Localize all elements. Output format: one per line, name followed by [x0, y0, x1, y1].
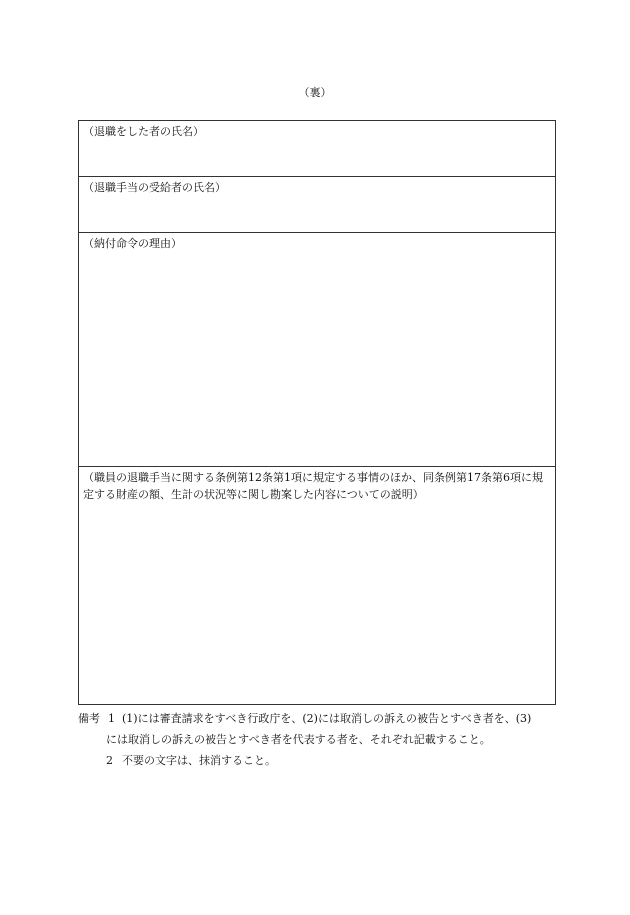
section-label-circumstances-explanation: （職員の退職手当に関する条例第12条第1項に規定する事情のほか、同条例第17条第6項に規定する財産の額、生計の状況等に関し勘案した内容についての説明） — [83, 471, 543, 501]
note-text-1a: (1)には審査請求をすべき行政庁を、(2)には取消しの訴えの被告とすべき者を、(3) — [122, 712, 532, 725]
note-number-1: 1 — [108, 712, 115, 725]
section-label-payment-order-reason: （納付命令の理由） — [83, 237, 182, 250]
note-item-1 — [78, 708, 568, 729]
section-retiree-name[interactable] — [79, 121, 555, 177]
section-payment-order-reason[interactable] — [79, 233, 555, 467]
form-table — [78, 120, 556, 705]
section-recipient-name[interactable] — [79, 177, 555, 233]
page-heading: （裏） — [298, 86, 332, 99]
section-label-retiree-name: （退職をした者の氏名） — [83, 125, 204, 138]
note-item-2 — [78, 750, 568, 771]
section-circumstances-explanation[interactable] — [79, 467, 555, 704]
notes — [78, 708, 568, 771]
note-text-2: 不要の文字は、抹消すること。 — [122, 754, 276, 767]
note-text-1b: には取消しの訴えの被告とすべき者を代表する者を、それぞれ記載すること。 — [106, 733, 491, 746]
note-number-2: 2 — [106, 754, 113, 767]
section-label-recipient-name: （退職手当の受給者の氏名） — [83, 181, 226, 194]
notes-prefix: 備考 — [78, 712, 100, 725]
